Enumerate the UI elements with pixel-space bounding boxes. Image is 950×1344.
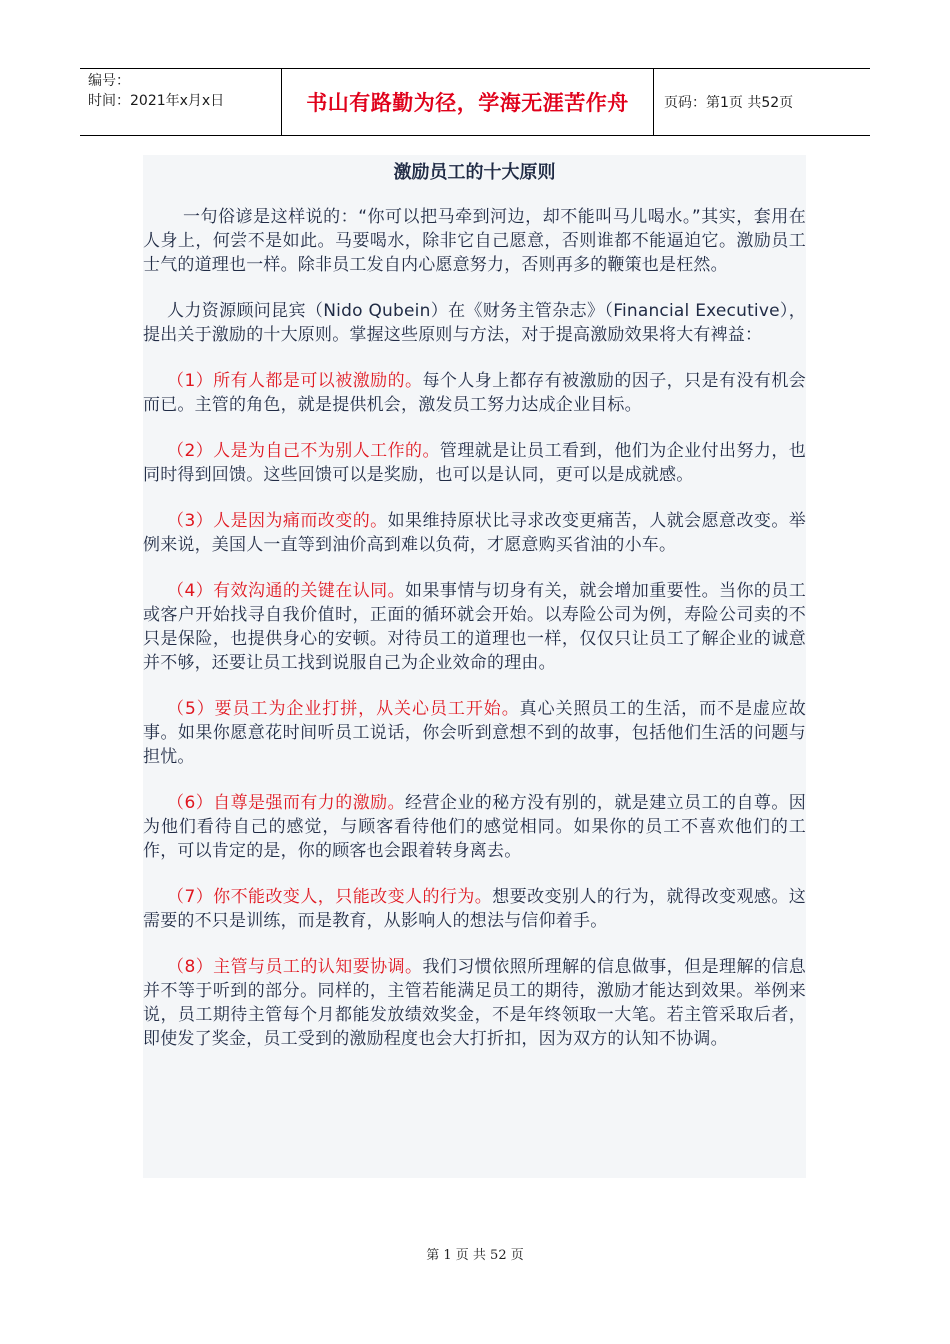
principle-text: 我们习惯依照所理解的信息做事，但是理解的信息并不等于听到的部分。同样的，主管若能满足员工的期待，激励才能达到效果。举例来说，员工期待主管每个月都能发放绩效奖金，不是年终领取一大笔。若主管采取后者，即使发了奖金，员工受到的激励程度也会大打折扣，因为双方的认知不协调。: [143, 957, 806, 1049]
principle-heading: （2）人是为自己不为别人工作的。: [167, 441, 440, 461]
principle-text: 真心关照员工的生活，而不是虚应故事。如果你愿意花时间听员工说话，你会听到意想不到的故事，包括他们生活的问题与担忧。: [143, 699, 806, 767]
principle-heading: （7）你不能改变人，只能改变人的行为。: [167, 887, 493, 907]
header-table: [80, 68, 870, 136]
number-label: 编号：: [88, 73, 130, 89]
principle-text: 如果维持原状比寻求改变更痛苦，人就会愿意改变。举例来说，美国人一直等到油价高到难以负荷，才愿意购买省油的小车。: [143, 511, 806, 555]
principle-5: [143, 697, 806, 769]
intro-paragraph-2: 人力资源顾问昆宾（Nido Qubein）在《财务主管杂志》（Financial Executive），提出关于激励的十大原则。掌握这些原则与方法，对于提高激励效果将大有裨益：: [143, 301, 806, 345]
header-page-cell: [654, 69, 870, 135]
date-label: 时间：2021年x月x日: [88, 93, 225, 109]
principle-heading: （3）人是因为痛而改变的。: [167, 511, 388, 531]
principle-text: 管理就是让员工看到，他们为企业付出努力，也同时得到回馈。这些回馈可以是奖励，也可以是认同，更可以是成就感。: [143, 441, 806, 485]
principle-2: [143, 439, 806, 487]
principle-heading: （5）要员工为企业打拼，从关心员工开始。: [167, 699, 520, 719]
intro-paragraph-1: 一句俗谚是这样说的：“你可以把马牵到河边，却不能叫马儿喝水。”其实，套用在人身上，何尝不是如此。马要喝水，除非它自己愿意，否则谁都不能逼迫它。激励员工士气的道理也一样。除非员工发自内心愿意努力，否则再多的鞭策也是枉然。: [143, 207, 806, 275]
principle-4: [143, 579, 806, 675]
principle-heading: （4）有效沟通的关键在认同。: [167, 581, 406, 601]
principle-text: 每个人身上都存有被激励的因子，只是有没有机会而已。主管的角色，就是提供机会，激发员工努力达成企业目标。: [143, 371, 806, 415]
document-body: [143, 155, 806, 1178]
header-motto-cell: [282, 69, 654, 135]
document-title: 激励员工的十大原则: [393, 162, 556, 183]
principle-1: [143, 369, 806, 417]
page-label: 页码：第1页 共52页: [664, 95, 794, 111]
page-footer: 第 1 页 共 52 页: [426, 1248, 524, 1263]
principle-text: 如果事情与切身有关，就会增加重要性。当你的员工或客户开始找寻自我价值时，正面的循环就会开始。以寿险公司为例，寿险公司卖的不只是保险，也提供身心的安顿。对待员工的道理也一样，仅仅只让员工了解企业的诚意并不够，还要让员工找到说服自己为企业效命的理由。: [143, 581, 806, 673]
principle-heading: （1）所有人都是可以被激励的。: [167, 371, 423, 391]
principle-7: [143, 885, 806, 933]
principle-8: [143, 955, 806, 1051]
principle-text: 想要改变别人的行为，就得改变观感。这需要的不只是训练，而是教育，从影响人的想法与信仰着手。: [143, 887, 806, 931]
principle-heading: （8）主管与员工的认知要协调。: [167, 957, 423, 977]
principle-3: [143, 509, 806, 557]
header-meta: [80, 69, 282, 135]
principle-6: [143, 791, 806, 863]
motto: 书山有路勤为径，学海无涯苦作舟: [306, 91, 629, 115]
principle-heading: （6）自尊是强而有力的激励。: [167, 793, 406, 813]
principle-text: 经营企业的秘方没有别的，就是建立员工的自尊。因为他们看待自己的感觉，与顾客看待他们的感觉相同。如果你的员工不喜欢他们的工作，可以肯定的是，你的顾客也会跟着转身离去。: [143, 793, 806, 861]
